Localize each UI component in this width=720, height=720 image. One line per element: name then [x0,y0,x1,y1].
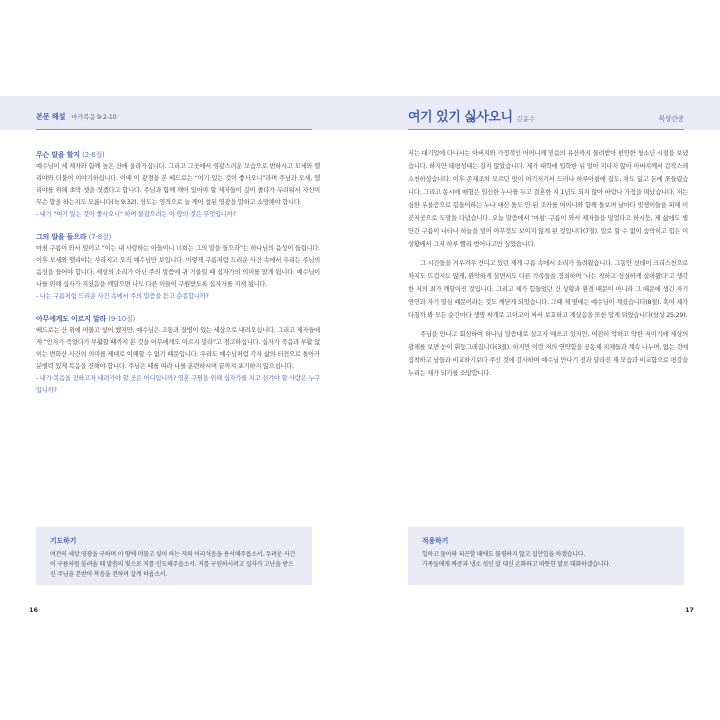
section-title-text: 그의 말을 들으라 [36,233,87,241]
title-group [408,106,535,125]
section-title [36,314,320,325]
category-label: 묵상간증 [658,115,684,123]
author-name: 김윤수 [516,115,536,123]
scripture-reference: 마가복음 9:2-10 [71,113,117,121]
commentary-section [36,150,320,221]
commentary-section [36,314,320,397]
right-page-header [408,106,684,130]
testimony-paragraph: 그 시간들을 겨우겨우 견디고 있던 제게 구름 속에서 소리가 들려왔습니다. 그동안 선데이 크리스천으로 차지도 뜨겁지도 않게, 완악하게 살면서도 다른 가족들을 정죄하며 ‘나는 착하고 성실하게 살아왔다’고 생각한 저의 죄가 깨달아진 것입니다. 그리고 제가 힘들었던 건 상황과 환경 때문이 아니라 그 때문에 생긴 자기 연민과 자기 열심 때문이라는 것도 깨닫게 되었습니다. 그때 제 옆에는 예수님이 계셨습니다(8절). 혹여 제가 다칠까 봐 모든 순간마다 생명 싸개로 고이고이 싸서 보호하고 계셨음을 또한 알게 되었습니다(삼상 25:29). [408,260,688,319]
reflection-question: - 내가 “여기 있는 것이 좋사오니” 하며 붙잡으려는 이 땅의 것은 무엇입니까? [36,211,236,218]
verse-range: (2-6절) [82,151,105,159]
section-label: 본문 해설 [36,112,66,121]
commentary-body [36,150,320,408]
section-paragraph: 베드로는 산 위에 머물고 싶어 했지만, 예수님은 고통과 질병이 있는 세상으로 내려오십니다. 그리고 제자들에게 “인자가 죽었다가 부활할 때까지 본 것을 아무에게도 이르지 말라”고 경고하십니다. 십자가 죽음과 부활 없이는 변화산 사건의 의미를 제대로 이해할 수 없기 때문입니다. 우리도 예수님처럼 각자 삶의 터전으로 돌아가 분별력 있게 복음을 전해야 합니다. 주님은 때를 따라 나를 훈련하시며 끝까지 포기하지 않으십니다. [36,327,320,370]
page-number-left: 16 [29,606,39,614]
apply-box-title: 적용하기 [422,537,449,545]
prayer-box [36,527,312,585]
reflection-question: - 내가 복음을 전하고자 내려가야 할 곳은 어디입니까? 영혼 구원을 위해 십자가를 지고 섬겨야 할 사람은 누구입니까? [36,375,320,394]
apply-box [408,527,684,585]
apply-line: 일하고 돌아와 피곤할 때에도 불평하지 않고 집안일을 하겠습니다. [422,551,586,558]
prayer-box-title: 기도하기 [50,537,77,545]
reflection-question: - 나는 구름처럼 드리운 사건 속에서 주의 말씀을 듣고 순종합니까? [36,293,209,300]
testimony-paragraph: 주님을 만나고 회심하여 하나님 말씀대로 살고자 애쓰고 있지만, 여전히 악하고 약한 저이기에 세상의 광채를 보면 눈이 휘둥그레집니다(3절). 하지만 이런 저의 연약함을 공동체 지체들과 계속 나누며, 없는 것에 집착하고 남들과 비교하기보다 주신 것에 감사하며 예수님 만나기 전과 달라진 제 모습과 비교함으로 평강을 누리는 제가 되기를 소망합니다. [408,331,688,377]
section-title-text: 아무에게도 이르지 말라 [36,315,107,323]
verse-range: (9-10절) [108,315,136,323]
section-title [36,150,320,161]
prayer-box-text: 여전히 세상 영광을 구하며 이 땅에 머물고 싶어 하는 저의 어리석음을 용서해주옵소서. 두려운 사건이 구름처럼 몰려올 때 말씀의 빛으로 저를 인도해주옵소서. 저를 구원하시려고 십자가 고난을 받으신 주님을 본받아 복음을 전하며 살게 하옵소서. [50,551,296,578]
testimony-title: 여기 있기 싫사오니 [408,110,513,125]
section-title [36,232,320,243]
left-page-header [36,112,312,130]
section-paragraph: 예수님이 세 제자와 함께 높은 산에 올라가십니다. 그리고 그곳에서 영광스러운 모습으로 변하시고 모세와 엘리야와 더불어 이야기하십니다. 이때 이 광경을 본 베드로는 “여기 있는 것이 좋사오니”라며 주님과 모세, 엘리야를 위해 초막 셋을 짓겠다고 합니다. 주님과 함께 깨어 있어야 할 제자들이 깊이 졸다가 두려워서 자신이 무슨 말을 하는지도 모릅니다(눅 9:32). 성도는 영적으로 늘 깨어 참된 영광을 말하고 소망해야 합니다. [36,163,320,206]
apply-line: 가족들에게 짜증과 냉소 섞인 말 대신 온화하고 따뜻한 말로 대화하겠습니다. [422,561,611,568]
section-paragraph: 마침 구름이 와서 덮이고 “이는 내 사랑하는 아들이니 너희는 그의 말을 들으라”는 하나님의 음성이 들립니다. 이후 모세와 엘리야는 사라지고 오직 예수님만 보입니다. 이렇게 구름처럼 드리운 사건 속에서 우리는 주님의 음성을 들어야 합니다. 세상의 소리가 아닌 주의 말씀에 귀 기울일 때 십자가의 의미를 알게 됩니다. 예수님이 나를 위해 십자가 지셨음을 깨달으면 나도 다른 이들이 구원받도록 십자가를 지게 됩니다. [36,245,320,288]
section-title-text: 무슨 말을 할지 [36,151,80,159]
testimony-body [408,147,688,386]
verse-range: (7-8절) [88,233,112,241]
testimony-paragraph: 저는 대기업에 다니시는 아버지와 가정적인 어머니께 믿음의 유산까지 물려받아 편안한 청소년 시절을 보냈습니다. 하지만 태평성대는 길지 않았습니다. 제가 대학에 입학한 뒤 얼마 지나지 않아 아버지께서 갑작스레 소천하셨습니다. 이후 존재조차 모르던 빚이 여기저기서 드러나 하루아침에 집도, 차도 잃고 돈에 쪼들렸습니다. 그리고 동시에 매형은 임신한 누나를 두고 결혼한 지 1년도 되지 않아 바람나 가정을 떠났습니다. 저는 심한 우울증으로 힘들어하는 누나 대신 돌도 안 된 조카를 어머니와 함께 돌보며 날마다 빚쟁이들을 피해 이곳저곳으로 도망을 다녔습니다. 오늘 말씀에서 ‘마침’ 구름이 와서 제자들을 덮었다고 하시듯, 제 삶에도 별안간 구름이 나타나 하늘을 덮어 아무것도 보이지 않게 된 것입니다(7절). 말로 할 수 없이 숨막히고 힘든 이 상황에서 그저 하루 빨리 벗어나고만 싶었습니다. [408,150,688,248]
commentary-section [36,232,320,303]
page-number-right: 17 [685,606,695,614]
